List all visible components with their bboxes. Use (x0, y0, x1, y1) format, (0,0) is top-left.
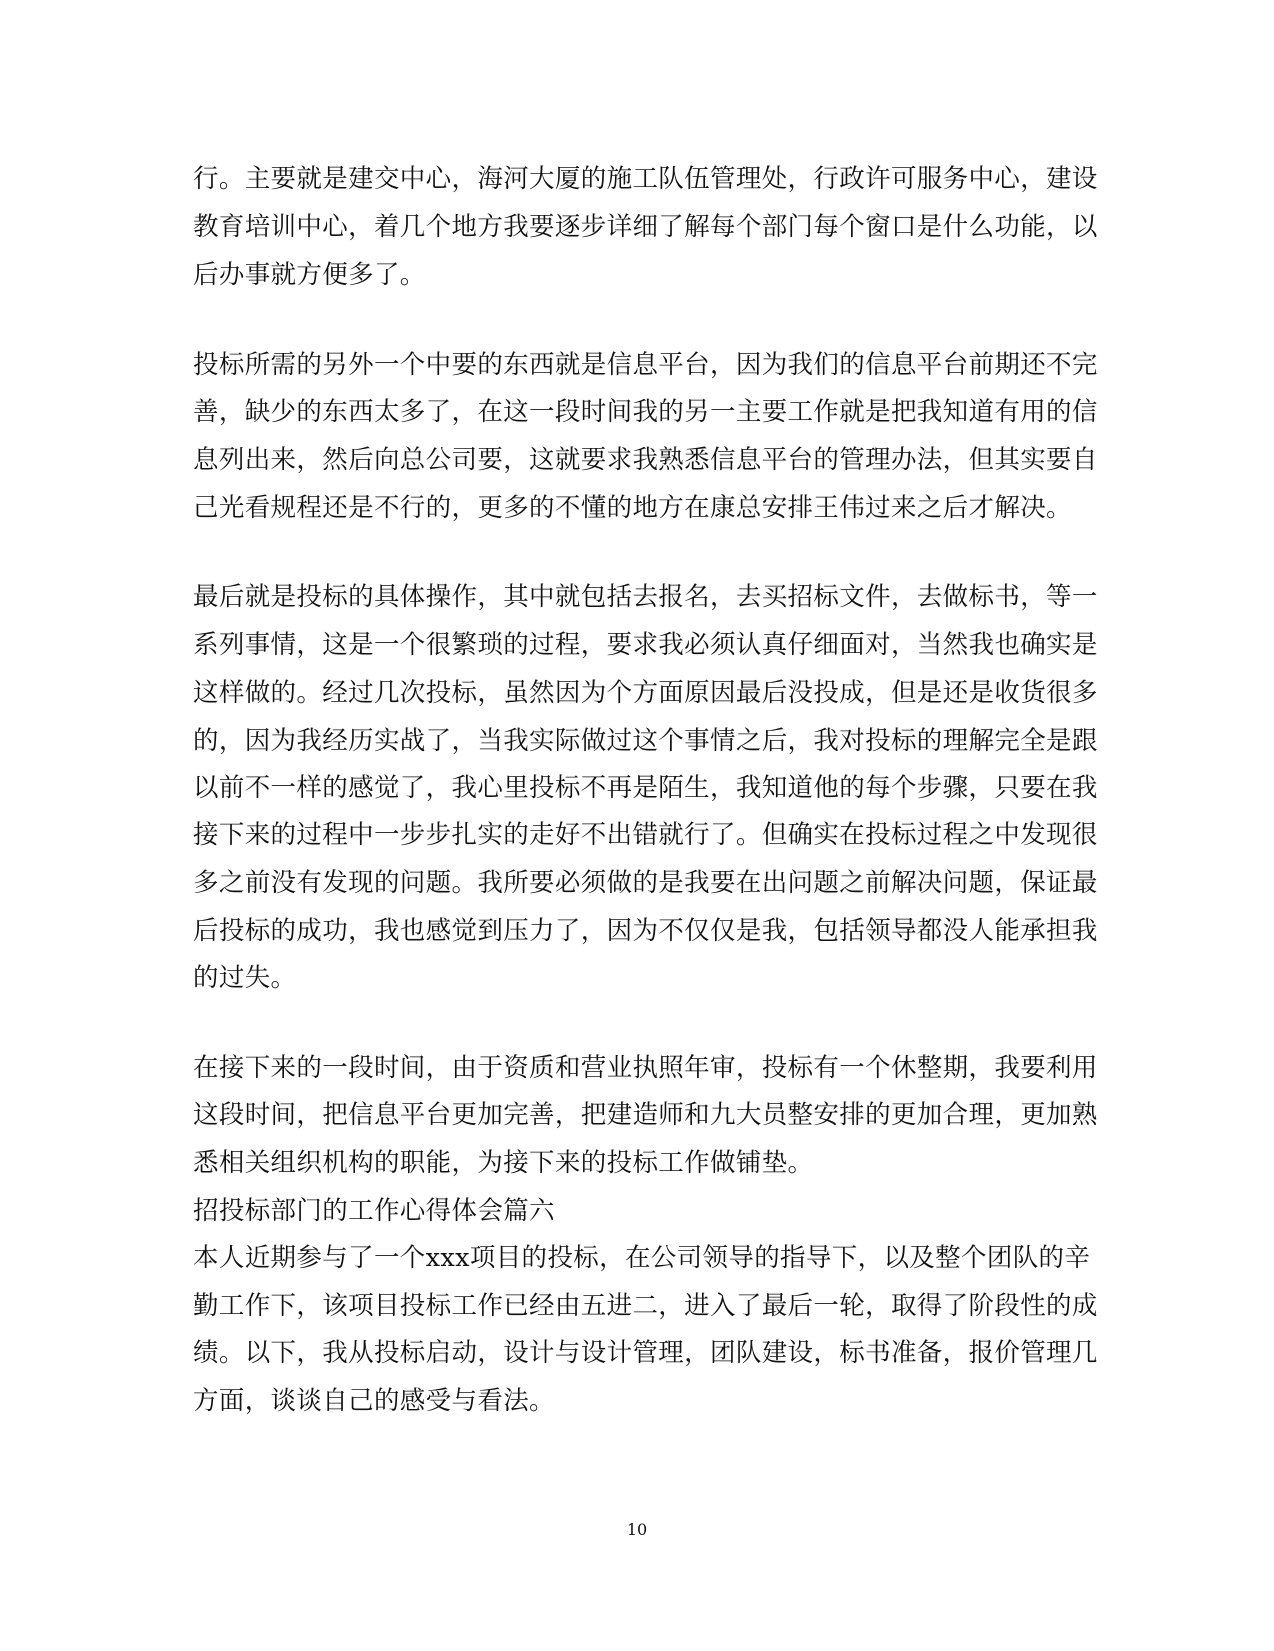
text-line: 行。主要就是建交中心，海河大厦的施工队伍管理处，行政许可服务中心，建设 (193, 164, 1098, 194)
text-line: 最后就是投标的具体操作，其中就包括去报名，去买招标文件，去做标书，等一 (193, 582, 1098, 612)
text-line: 悉相关组织机构的职能，为接下来的投标工作做铺垫。 (193, 1148, 814, 1178)
text-line: 善，缺少的东西太多了，在这一段时间我的另一主要工作就是把我知道有用的信 (193, 397, 1098, 427)
text-line: 的，因为我经历实战了，当我实际做过这个事情之后，我对投标的理解完全是跟 (193, 726, 1098, 756)
text-line: 己光看规程还是不行的，更多的不懂的地方在康总安排王伟过来之后才解决。 (193, 493, 1072, 523)
text-line: 这样做的。经过几次投标，虽然因为个方面原因最后没投成，但是还是收货很多 (193, 678, 1098, 708)
text-line: 以前不一样的感觉了，我心里投标不再是陌生，我知道他的每个步骤，只要在我 (193, 773, 1098, 803)
text-line: 投标所需的另外一个中要的东西就是信息平台，因为我们的信息平台前期还不完 (193, 350, 1098, 380)
text-line: 本人近期参与了一个xxx项目的投标，在公司领导的指导下，以及整个团队的辛 (193, 1243, 1091, 1273)
page-number: 10 (626, 1520, 648, 1539)
text-line: 的过失。 (193, 963, 297, 993)
text-line: 勤工作下，该项目投标工作已经由五进二，进入了最后一轮，取得了阶段性的成 (193, 1291, 1098, 1321)
text-line: 后投标的成功，我也感觉到压力了，因为不仅仅是我，包括领导都没人能承担我 (193, 916, 1098, 946)
text-line: 息列出来，然后向总公司要，这就要求我熟悉信息平台的管理办法，但其实要自 (193, 445, 1098, 475)
text-line: 系列事情，这是一个很繁琐的过程，要求我必须认真仔细面对，当然我也确实是 (193, 630, 1098, 660)
text-line: 后办事就方便多了。 (193, 260, 426, 290)
text-line: 多之前没有发现的问题。我所要必须做的是我要在出问题之前解决问题，保证最 (193, 868, 1098, 898)
text-line: 绩。以下，我从投标启动，设计与设计管理，团队建设，标书准备，报价管理几 (193, 1338, 1098, 1368)
text-line: 方面，谈谈自己的感受与看法。 (193, 1386, 555, 1416)
section-heading: 招投标部门的工作心得体会篇六 (193, 1196, 555, 1226)
text-line: 教育培训中心，着几个地方我要逐步详细了解每个部门每个窗口是什么功能，以 (193, 212, 1098, 242)
text-line: 这段时间，把信息平台更加完善，把建造师和九大员整安排的更加合理，更加熟 (193, 1100, 1098, 1130)
text-line: 接下来的过程中一步步扎实的走好不出错就行了。但确实在投标过程之中发现很 (193, 820, 1098, 850)
text-line: 在接下来的一段时间，由于资质和营业执照年审，投标有一个休整期，我要利用 (193, 1053, 1098, 1083)
